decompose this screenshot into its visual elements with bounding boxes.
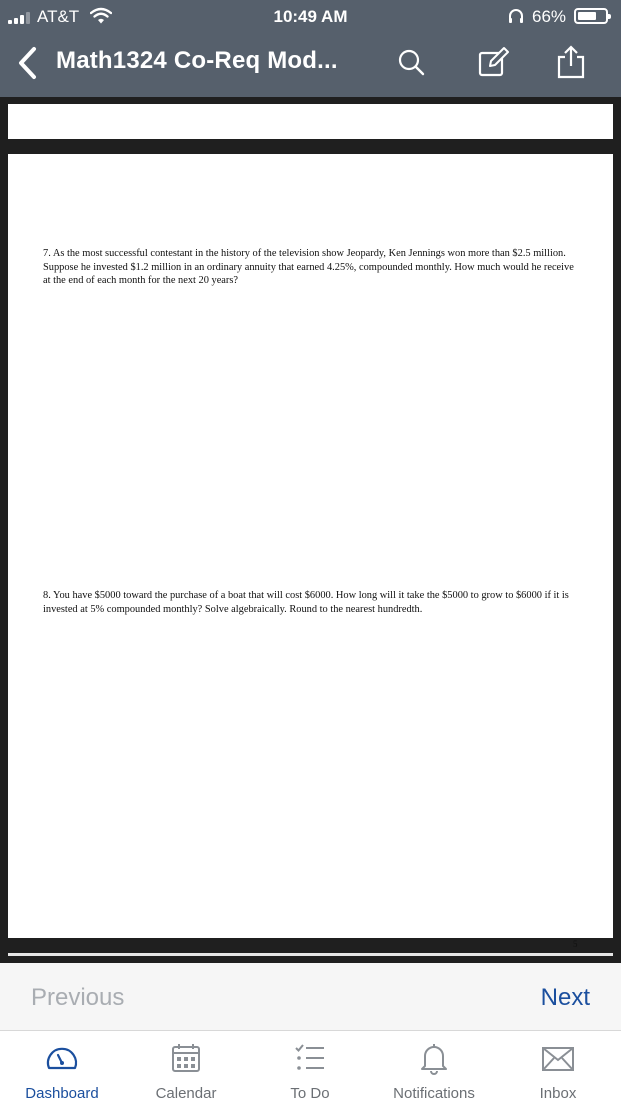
- tab-dashboard[interactable]: [0, 1031, 124, 1104]
- tab-dashboard-label: Dashboard: [25, 1085, 99, 1102]
- todo-list-icon: [293, 1041, 327, 1075]
- previous-button[interactable]: Previous: [31, 984, 125, 1011]
- tab-inbox-label: Inbox: [539, 1085, 577, 1102]
- share-icon[interactable]: [554, 45, 588, 79]
- bell-icon: [417, 1041, 451, 1075]
- tab-todo-label: To Do: [290, 1085, 330, 1102]
- page-number: 5: [573, 939, 578, 949]
- tab-inbox[interactable]: [496, 1031, 620, 1104]
- page-title: Math1324 Co-Req Mod...: [56, 47, 338, 74]
- tab-calendar[interactable]: [124, 1031, 248, 1104]
- battery-icon: [574, 8, 608, 24]
- pager-bar: [0, 963, 621, 1031]
- search-icon[interactable]: [395, 45, 429, 79]
- status-bar: [0, 0, 621, 34]
- tab-notifications[interactable]: [372, 1031, 496, 1104]
- document-page: [8, 154, 613, 949]
- inbox-icon: [541, 1041, 575, 1075]
- next-button[interactable]: Next: [540, 984, 590, 1011]
- tab-calendar-label: Calendar: [155, 1085, 217, 1102]
- next-page-edge: [8, 953, 613, 956]
- question-7: 7. As the most successful contestant in the history of the television show Jeopardy, Ken Jennings won more than $2.5 million. Suppose he invested $1.2 million in an ordinary annuity that earned 4.25%, compounded monthly. How much would he receive at the end of each month for the next 20 years?: [43, 248, 574, 286]
- dashboard-icon: [45, 1041, 79, 1075]
- edit-icon[interactable]: [477, 45, 511, 79]
- tab-bar: [0, 1031, 621, 1104]
- carrier-label: AT&T: [37, 7, 80, 26]
- tab-todo[interactable]: [248, 1031, 372, 1104]
- back-chevron-icon[interactable]: [14, 45, 44, 81]
- document-viewer[interactable]: [0, 97, 621, 963]
- headphones-icon: [507, 7, 525, 25]
- calendar-icon: [169, 1041, 203, 1075]
- top-bar: [0, 0, 621, 97]
- previous-page-strip: [8, 104, 613, 139]
- clock: 10:49 AM: [273, 7, 348, 26]
- battery-percent: 66%: [532, 7, 567, 26]
- tab-notifications-label: Notifications: [393, 1085, 475, 1102]
- question-8: 8. You have $5000 toward the purchase of a boat that will cost $6000. How long will it take the $5000 to grow to $6000 if it is invested at 5% compounded monthly? Solve algebraically. Round to the nearest hundredth.: [43, 590, 569, 615]
